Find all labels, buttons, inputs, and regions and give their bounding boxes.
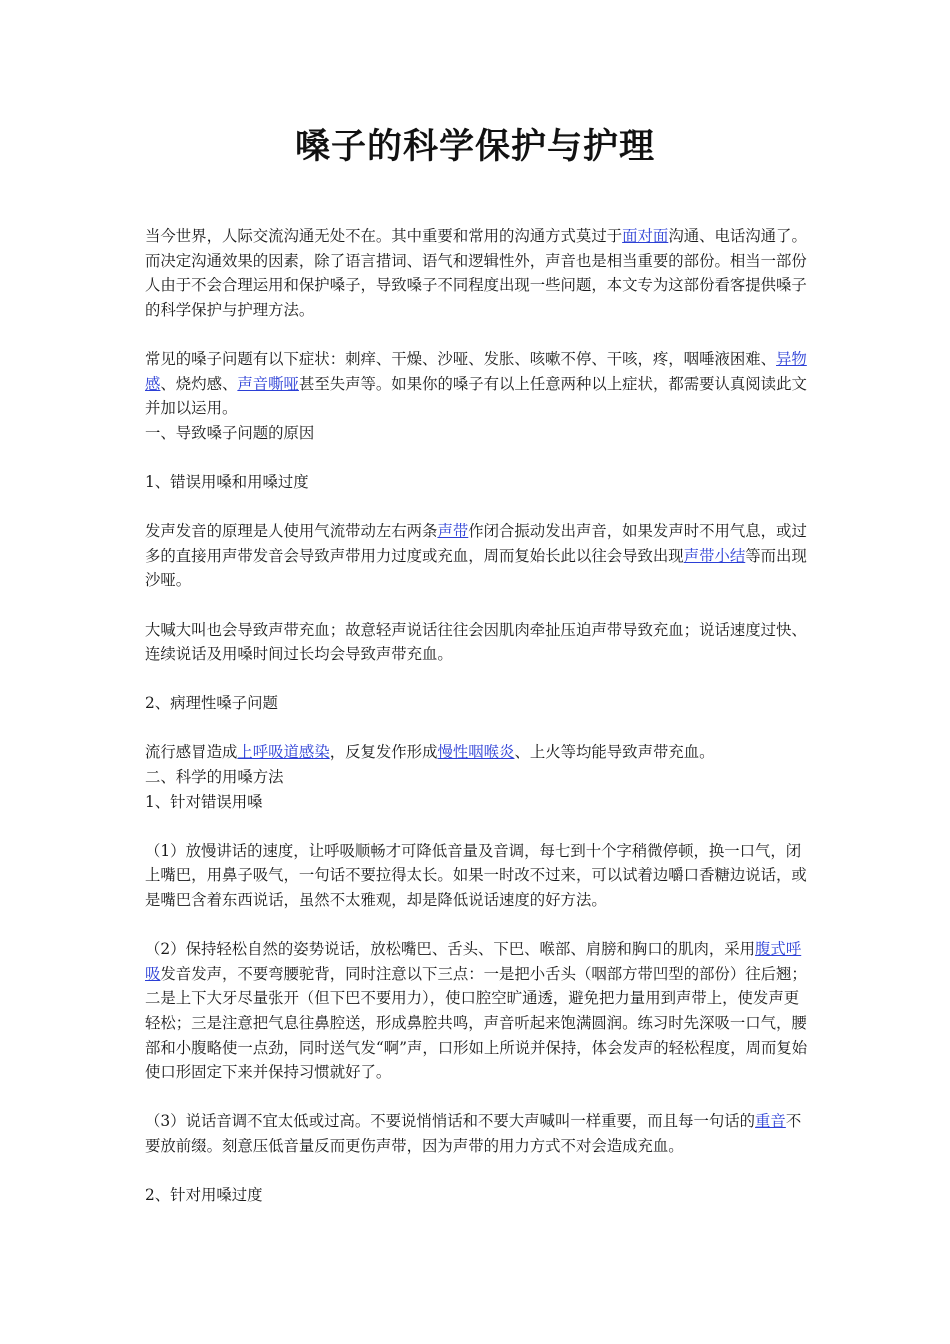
subheading-misuse: 1、错误用嗓和用嗓过度 — [145, 472, 309, 491]
text-run: ，反复发作形成 — [329, 743, 438, 762]
text-run: 、烧灼感、 — [160, 374, 238, 393]
paragraph-gap — [145, 716, 809, 741]
paragraph-gap — [145, 667, 809, 692]
text-run: 当今世界，人际交流沟通无处不在。其中重要和常用的沟通方式莫过于 — [145, 227, 623, 245]
text-run: 发音发声，不要弯腰驼背，同时注意以下三点：一是把小舌头（咽部方带凹型的部份）往后翘；二是上下大牙尽量张开（但下巴不要用力），使口腔空旷通透，避免把力量用到声带上，使发声更轻松；三是注意把气息往鼻腔送，形成鼻腔共鸣，声音听起来饱满圆润。练习时先深吸一口气，腰部和小腹略使一点劲，同时送气发“啊”声，口形如上所说并保持，体会发声的轻松程度，周而复始使口形固定下来并保持习惯就好了。 — [145, 964, 808, 1082]
text-run: 不要放前缀。刻意压低音量反而更伤声带，因为声带的用力方式不对会造成充血。 — [145, 1112, 802, 1155]
text-run: 发声发音的原理是人使用气流带动左右两条 — [145, 522, 438, 541]
subheading-wrong-usage: 1、针对错误用嗓 — [145, 792, 263, 811]
paragraph-slow-down: （1）放慢讲话的速度，让呼吸顺畅才可降低音量及音调，每七到十个字稍微停顿，换一口气，闭上嘴巴，用鼻子吸气，一句话不要拉得太长。如果一时改不过来，可以试着边嚼口香糖边说话，或是嘴巴含着东西说话，虽然不太雅观，却是降低说话速度的好方法。 — [145, 841, 807, 910]
subheading-overuse: 2、针对用嗓过度 — [145, 1186, 263, 1205]
paragraph-flu — [145, 740, 809, 765]
paragraph-voice-principle — [145, 519, 809, 593]
paragraph-gap — [145, 1159, 809, 1184]
paragraph-gap — [145, 1085, 809, 1110]
link-foreign-body-sensation[interactable]: 异物感 — [145, 349, 807, 393]
text-run: 常见的嗓子问题有以下症状：刺痒、干燥、沙哑、发胀、咳嗽不停、干咳，疼，咽唾液困难、 — [145, 349, 777, 368]
link-vocal-cords[interactable]: 声带 — [437, 522, 469, 541]
link-stress[interactable]: 重音 — [755, 1112, 786, 1131]
link-hoarseness[interactable]: 声音嘶哑 — [237, 374, 299, 393]
link-upper-respiratory-infection[interactable]: 上呼吸道感染 — [237, 743, 330, 762]
text-run: 甚至失声等。如果你的嗓子有以上任意两种以上症状，都需要认真阅读此文并加以运用。 — [145, 374, 807, 418]
section-heading-methods: 二、科学的用嗓方法 — [145, 768, 284, 787]
link-chronic-pharyngitis[interactable]: 慢性咽喉炎 — [437, 743, 515, 762]
text-run: 作闭合振动发出声音，如果发声时不用气息，或过多的直接用声带发音会导致声带用力过度或充血，周而复始长此以往会导致出现 — [145, 522, 807, 565]
link-abdominal-breathing[interactable]: 腹式呼吸 — [145, 940, 802, 983]
paragraph-intro — [145, 224, 809, 322]
paragraph-gap — [145, 593, 809, 618]
paragraph-shouting: 大喊大叫也会导致声带充血；故意轻声说话往往会因肌肉牵扯压迫声带导致充血；说话速度过快、连续说话及用嗓时间过长均会导致声带充血。 — [145, 620, 807, 664]
text-run: 流行感冒造成 — [145, 743, 238, 762]
paragraph-gap — [145, 814, 809, 839]
text-run: 、上火等均能导致声带充血。 — [514, 743, 715, 762]
text-run: 沟通、电话沟通了。而决定沟通效果的因素，除了语言措词、语气和逻辑性外，声音也是相当重要的部份。相当一部份人由于不会合理运用和保护嗓子，导致嗓子不同程度出现一些问题，本文专为这部份看客提供嗓子的科学保护与护理方法。 — [145, 227, 807, 319]
text-run: 等而出现沙哑。 — [145, 546, 807, 590]
paragraph-gap — [145, 445, 809, 470]
link-face-to-face[interactable]: 面对面 — [622, 227, 669, 245]
document-title: 嗓子的科学保护与护理 — [294, 127, 655, 167]
paragraph-gap — [145, 495, 809, 520]
paragraph-pitch — [145, 1109, 809, 1158]
link-vocal-nodules[interactable]: 声带小结 — [683, 546, 746, 565]
section-heading-causes: 一、导致嗓子问题的原因 — [145, 423, 315, 442]
paragraph-posture — [145, 937, 809, 1085]
subheading-pathological: 2、病理性嗓子问题 — [145, 694, 278, 713]
paragraph-gap — [145, 913, 809, 938]
document-body — [145, 224, 809, 1208]
paragraph-symptoms — [145, 347, 809, 421]
text-run: （2）保持轻松自然的姿势说话，放松嘴巴、舌头、下巴、喉部、肩膀和胸口的肌肉，采用 — [145, 940, 756, 959]
text-run: （3）说话音调不宜太低或过高。不要说悄悄话和不要大声喊叫一样重要，而且每一句话的 — [145, 1112, 756, 1131]
paragraph-gap — [145, 322, 809, 347]
